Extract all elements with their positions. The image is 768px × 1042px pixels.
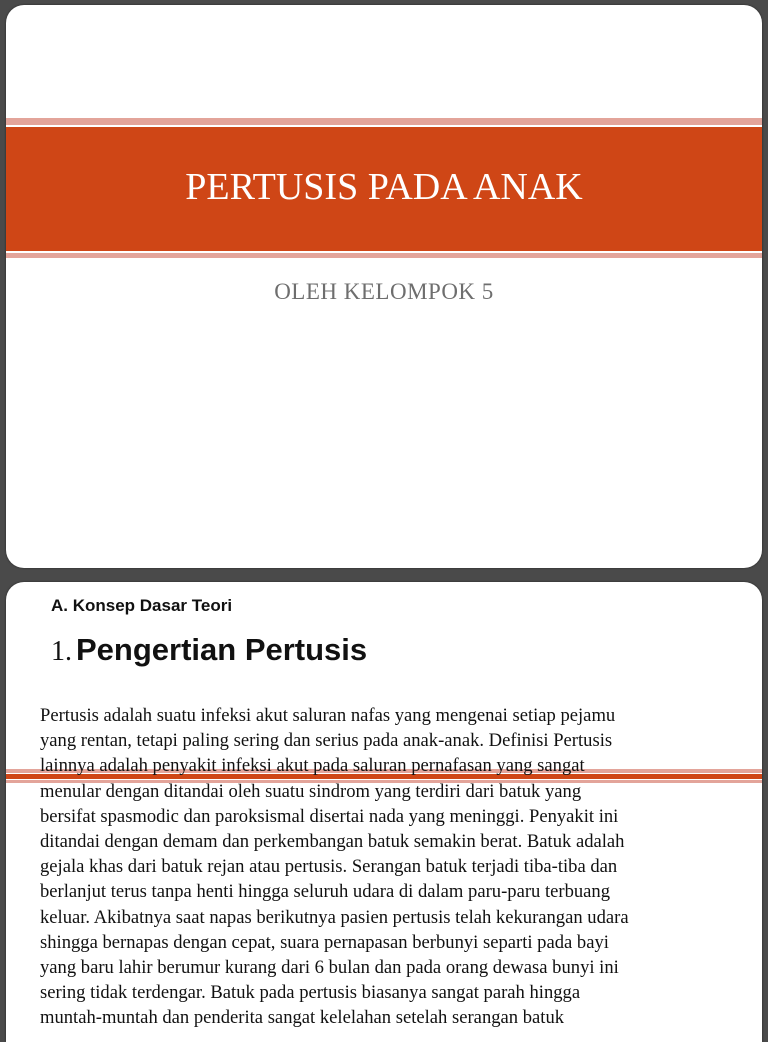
slide-title: PERTUSIS PADA ANAK — [185, 166, 583, 208]
title-band-bottom-stripe — [6, 253, 762, 258]
section-label: A. Konsep Dasar Teori — [51, 596, 233, 615]
section-heading — [51, 632, 367, 668]
heading-text: Pengertian Pertusis — [76, 632, 368, 667]
title-band-top-stripe — [6, 118, 762, 125]
title-slide — [6, 5, 762, 568]
content-slide — [6, 582, 762, 1042]
slide-subtitle: OLEH KELOMPOK 5 — [274, 279, 494, 304]
definition-paragraph: Pertusis adalah suatu infeksi akut saluran nafas yang mengenai setiap pejamu yang rentan, tetapi paling sering dan serius pada anak-anak. Definisi Pertusis lainnya adalah penyakit infeksi akut pada saluran pernafasan yang sangat menular dengan ditandai oleh suatu sindrom yang terdiri dari batuk yang bersifat spasmodic dan paroksismal disertai nada yang meninggi. Penyakit ini ditandai dengan demam dan perkembangan batuk semakin berat. Batuk adalah gejala khas dari batuk rejan atau pertusis. Serangan batuk terjadi tiba-tiba dan berlanjut terus tanpa henti hingga seluruh udara di dalam paru-paru terbuang keluar. Akibatnya saat napas berikutnya pasien pertusis telah kekurangan udara shingga bernapas dengan cepat, suara pernapasan berbunyi separti pada bayi yang baru lahir berumur kurang dari 6 bulan dan pada orang dewasa bunyi ini sering tidak terdengar. Batuk pada pertusis biasanya sangat parah hingga muntah-muntah dan penderita sangat kelelahan setelah serangan batuk — [40, 705, 629, 1029]
heading-number: 1. — [51, 636, 72, 667]
